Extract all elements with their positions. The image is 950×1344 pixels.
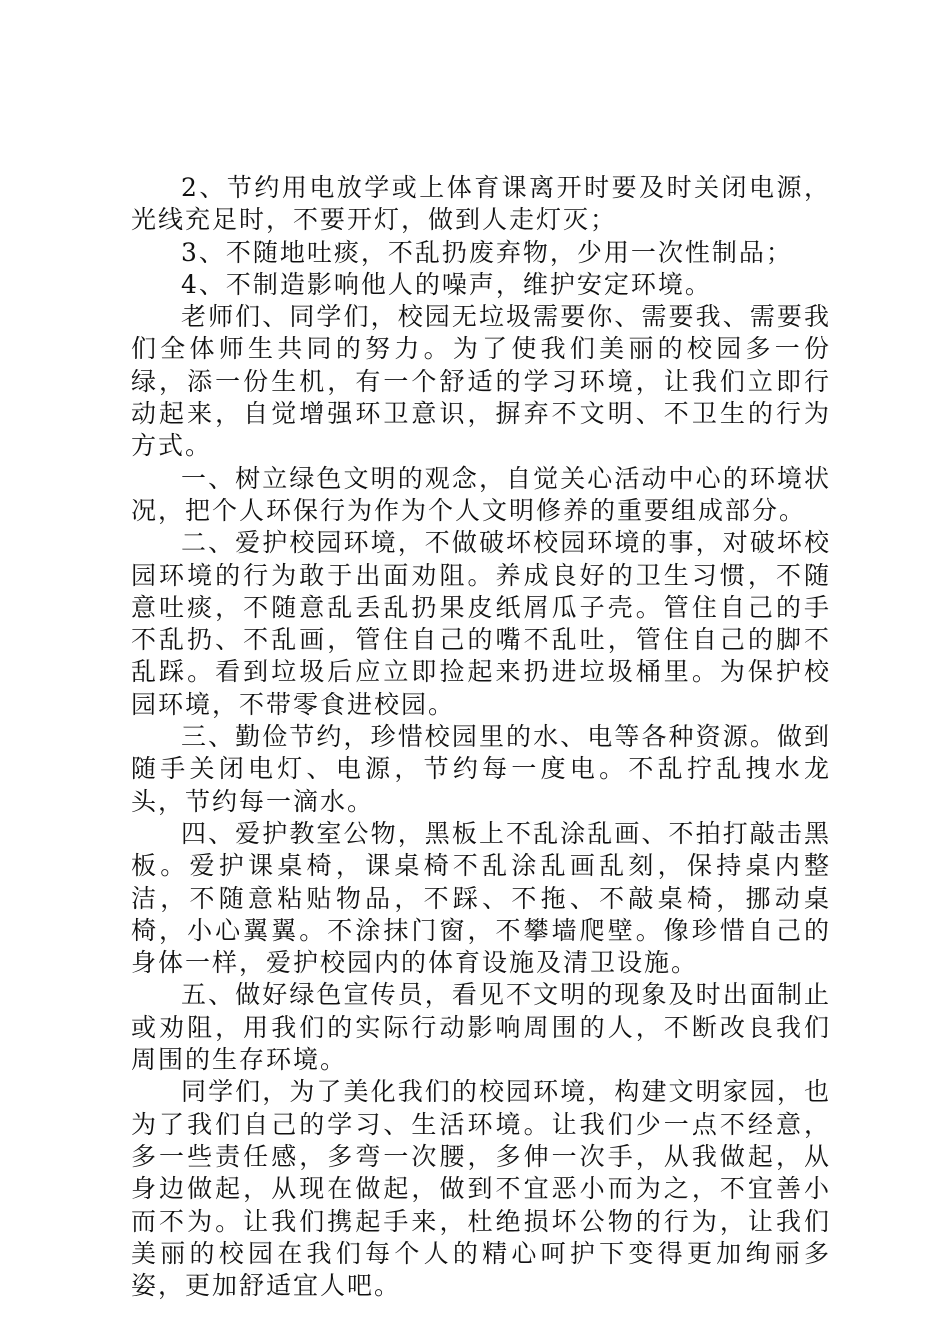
paragraph-point-4: 四、爱护教室公物，黑板上不乱涂乱画、不拍打敲击黑板。爱护课桌椅，课桌椅不乱涂乱画乱刻，保持桌内整洁，不随意粘贴物品，不踩、不拖、不敲桌椅，挪动桌椅，小心翼翼。不涂抹门窗，不攀墙爬壁。像珍惜自己的身体一样，爱护校园内的体育设施及清卫设施。 <box>131 818 831 978</box>
paragraph-point-1: 一、树立绿色文明的观念，自觉关心活动中心的环境状况，把个人环保行为作为个人文明修养的重要组成部分。 <box>131 463 831 525</box>
paragraph-rule-2: 2、节约用电放学或上体育课离开时要及时关闭电源，光线充足时，不要开灯，做到人走灯灭； <box>131 173 831 235</box>
paragraph-rule-3: 3、不随地吐痰，不乱扔废弃物，少用一次性制品； <box>181 237 793 267</box>
paragraph-rule-4: 4、不制造影响他人的噪声，维护安定环境。 <box>181 269 712 299</box>
paragraph-point-2: 二、爱护校园环境，不做破坏校园环境的事，对破坏校园环境的行为敢于出面劝阻。养成良好的卫生习惯，不随意吐痰，不随意乱丢乱扔果皮纸屑瓜子壳。管住自己的手不乱扔、不乱画，管住自己的嘴不乱吐，管住自己的脚不乱踩。看到垃圾后应立即捡起来扔进垃圾桶里。为保护校园环境，不带零食进校园。 <box>131 528 831 719</box>
document-body <box>131 172 831 1302</box>
paragraph-point-5: 五、做好绿色宣传员，看见不文明的现象及时出面制止或劝阻，用我们的实际行动影响周围的人，不断改良我们周围的生存环境。 <box>131 980 831 1075</box>
paragraph-point-3: 三、勤俭节约，珍惜校园里的水、电等各种资源。做到随手关闭电灯、电源，节约每一度电。不乱拧乱拽水龙头，节约每一滴水。 <box>131 722 831 816</box>
paragraph-appeal: 老师们、同学们，校园无垃圾需要你、需要我、需要我们全体师生共同的努力。为了使我们美丽的校园多一份绿，添一份生机，有一个舒适的学习环境，让我们立即行动起来，自觉增强环卫意识，摒弃不文明、不卫生的行为方式。 <box>131 302 831 461</box>
paragraph-closing: 同学们，为了美化我们的校园环境，构建文明家园，也为了我们自己的学习、生活环境。让我们少一点不经意，多一些责任感，多弯一次腰，多伸一次手，从我做起，从身边做起，从现在做起，做到不宜恶小而为之，不宜善小而不为。让我们携起手来，杜绝损坏公物的行为，让我们美丽的校园在我们每个人的精心呵护下变得更加绚丽多姿，更加舒适宜人吧。 <box>131 1077 831 1301</box>
